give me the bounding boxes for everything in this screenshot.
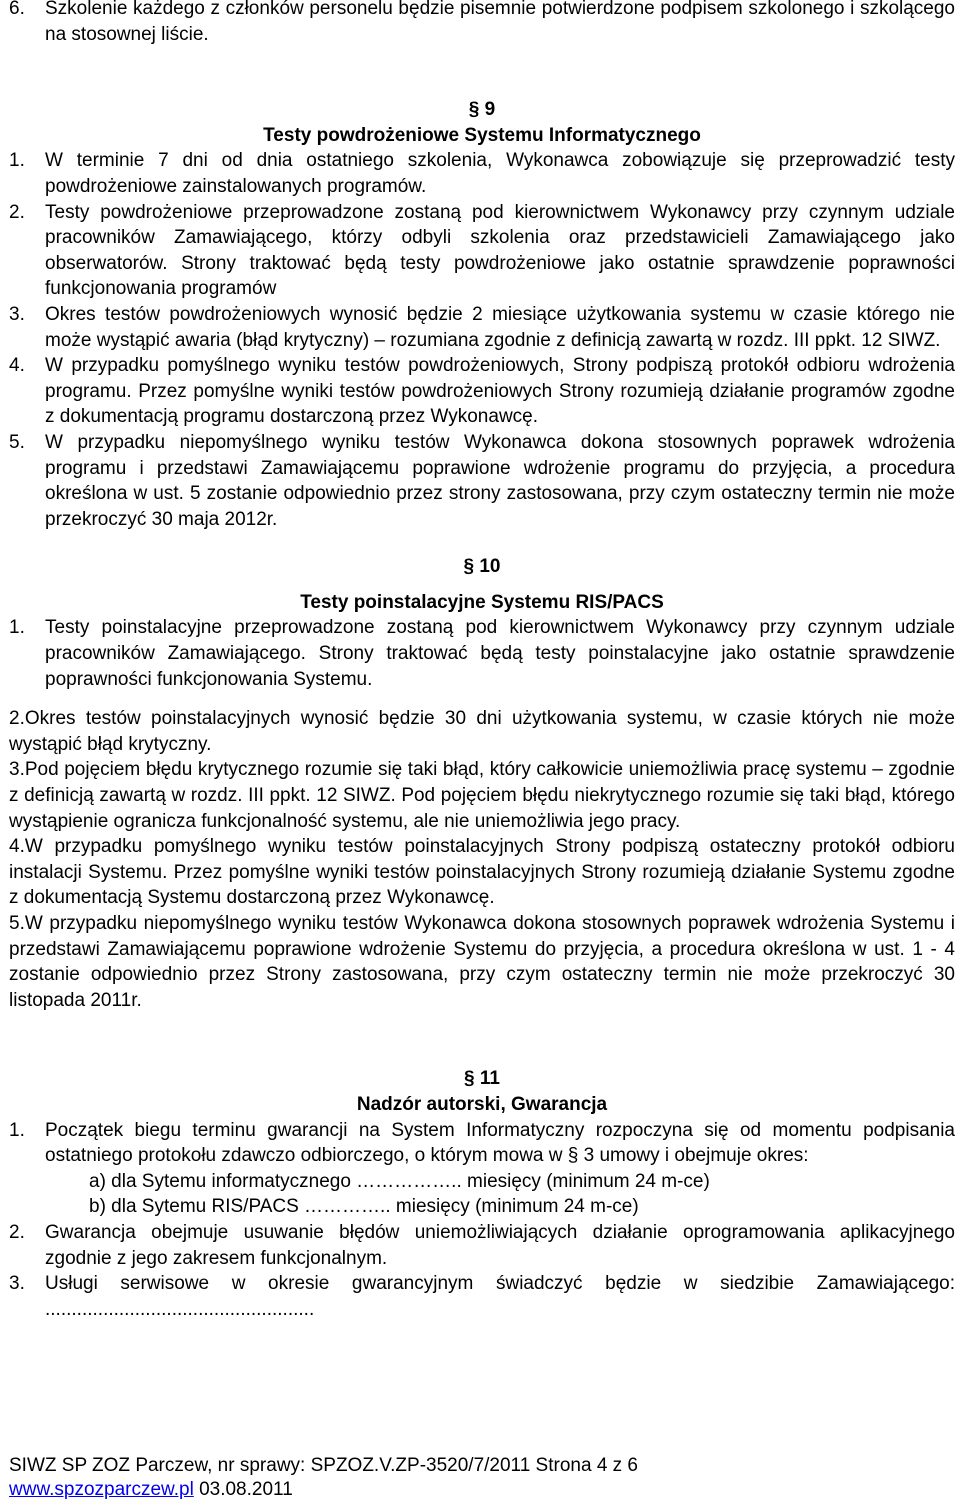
s9-item-1: [9, 148, 955, 199]
s9-item-2: [9, 200, 955, 302]
s10-item-1: [9, 615, 955, 692]
paragraph-6: [9, 0, 955, 47]
website-link[interactable]: www.spzozparczew.pl: [9, 1479, 194, 1500]
s9-item-5: [9, 430, 955, 532]
item-number: 2.: [9, 201, 25, 223]
item-number: 3.: [9, 1273, 25, 1295]
item-text: Testy powdrożeniowe przeprowadzone zostaną pod kierownictwem Wykonawcy przy czynnym udziale pracowników Zamawiającego, którzy odbyli szkolenia oraz przedstawicieli Zamawiającego jako obserwatorów. Strony traktować będą testy powdrożeniowe jako ostatnie sprawdzenie poprawności funkcjonowania programów: [45, 201, 955, 300]
section-9-number: § 9: [468, 99, 496, 121]
page-footer: [9, 1454, 638, 1502]
item-text: Początek biegu terminu gwarancji na System Informatyczny rozpoczyna się od momentu podpisania ostatniego protokołu zdawczo odbiorczego, o którym mowa w § 3 umowy i obejmuje okres:: [45, 1119, 955, 1167]
item-text: Gwarancja obejmuje usuwanie błędów uniemożliwiających działanie oprogramowania aplikacyjnego zgodnie z jego zakresem funkcjonalnym.: [45, 1221, 955, 1269]
s11-item-2: [9, 1220, 955, 1271]
item-text: W terminie 7 dni od dnia ostatniego szkolenia, Wykonawca zobowiązuje się przeprowadzić testy powdrożeniowe zainstalowanych programów.: [45, 150, 955, 197]
s11-item-3: [9, 1271, 955, 1322]
section-11-title: Nadzór autorski, Gwarancja: [356, 1093, 608, 1115]
item-text: W przypadku niepomyślnego wyniku testów Wykonawca dokona stosownych poprawek wdrożenia programu i przedstawi Zamawiającemu poprawione wdrożenie programu do przyjęcia, a procedura określona w ust. 5 zostanie odpowiednio przez strony zastosowana, przy czym ostateczny termin nie może przekroczyć 30 maja 2012r.: [45, 431, 955, 530]
s11-item-1: [9, 1118, 955, 1169]
section-11-number: § 11: [464, 1068, 500, 1090]
footer-date: 03.08.2011: [199, 1479, 293, 1500]
item-number: 2.: [9, 1221, 25, 1243]
s10-paragraph-4: 4.W przypadku pomyślnego wyniku testów poinstalacyjnych Strony podpiszą ostateczny protokół odbioru instalacji Systemu. Przez pomyślne wyniki testów poinstalacyjnych Strony rozumieją działanie Systemu zgodne z dokumentacją Systemu dostarczoną przez Wykonawcę.: [9, 836, 955, 909]
section-10-title: Testy poinstalacyjne Systemu RIS/PACS: [300, 591, 664, 613]
item-number: 6.: [9, 0, 25, 19]
section-10-number: § 10: [463, 556, 501, 578]
s9-item-4: [9, 353, 955, 430]
s10-paragraph-2: 2.Okres testów poinstalacyjnych wynosić będzie 30 dni użytkowania systemu, w czasie których nie może wystąpić błąd krytyczny.: [9, 708, 955, 755]
footer-reference: SIWZ SP ZOZ Parczew, nr sprawy: SPZOZ.V.ZP-3520/7/2011 Strona 4 z 6: [9, 1455, 639, 1476]
item-number: 1.: [9, 150, 25, 172]
document-page: [9, 0, 955, 1322]
item-number: 5.: [9, 431, 25, 453]
item-text: Szkolenie każdego z członków personelu będzie pisemnie potwierdzone podpisem szkolonego i szkolącego na stosownej liście.: [45, 0, 955, 45]
item-text: Testy poinstalacyjne przeprowadzone zostaną pod kierownictwem Wykonawcy przy czynnym udziale pracowników Zamawiającego. Strony traktować będą testy poinstalacyjne jako ostatnie sprawdzenie poprawności funkcjonowania Systemu.: [45, 617, 955, 690]
item-text: W przypadku pomyślnego wyniku testów powdrożeniowych, Strony podpiszą protokół odbioru wdrożenia programu. Przez pomyślne wyniki testów powdrożeniowych Strony rozumieją działanie programów zgodne z dokumentacją programu dostarczoną przez Wykonawcę.: [45, 355, 955, 428]
item-number: 3.: [9, 303, 25, 325]
s10-paragraph-3: 3.Pod pojęciem błędu krytycznego rozumie się taki błąd, który całkowicie uniemożliwia pracę systemu – zgodnie z definicją zawartą w rozdz. III ppkt. 12 SIWZ. Pod pojęciem błędu niekrytycznego rozumie się taki błąd, którego wystąpienie ogranicza funkcjonalność systemu, ale nie uniemożliwia jego pracy.: [9, 759, 955, 832]
section-9-title: Testy powdrożeniowe Systemu Informatycznego: [263, 124, 701, 146]
s9-item-3: [9, 302, 955, 353]
item-text: Usługi serwisowe w okresie gwarancyjnym świadczyć będzie w siedzibie Zamawiającego: ...................................................: [45, 1273, 955, 1320]
s10-paragraph-5: 5.W przypadku niepomyślnego wyniku testów Wykonawca dokona stosownych poprawek wdrożenia Systemu i przedstawi Zamawiającemu poprawione wdrożenie Systemu do przyjęcia, a procedura określona w ust. 1 - 4 zostanie odpowiednio przez Strony zastosowana, przy czym ostateczny termin nie może przekroczyć 30 listopada 2011r.: [9, 913, 955, 1011]
item-number: 4.: [9, 355, 25, 377]
footer-line-2: [9, 1478, 638, 1502]
item-number: 1.: [9, 1119, 25, 1141]
item-text: Okres testów powdrożeniowych wynosić będzie 2 miesiące użytkowania systemu w czasie którego nie może wystąpić awaria (błąd krytyczny) – rozumiana zgodnie z definicją zawartą w rozdz. III ppkt. 12 SIWZ.: [45, 303, 955, 351]
s11-sub-b: b) dla Sytemu RIS/PACS ………….. miesięcy (minimum 24 m-ce): [89, 1196, 639, 1218]
item-number: 1.: [9, 617, 25, 639]
s11-sub-a: a) dla Sytemu informatycznego …………….. miesięcy (minimum 24 m-ce): [89, 1170, 710, 1192]
